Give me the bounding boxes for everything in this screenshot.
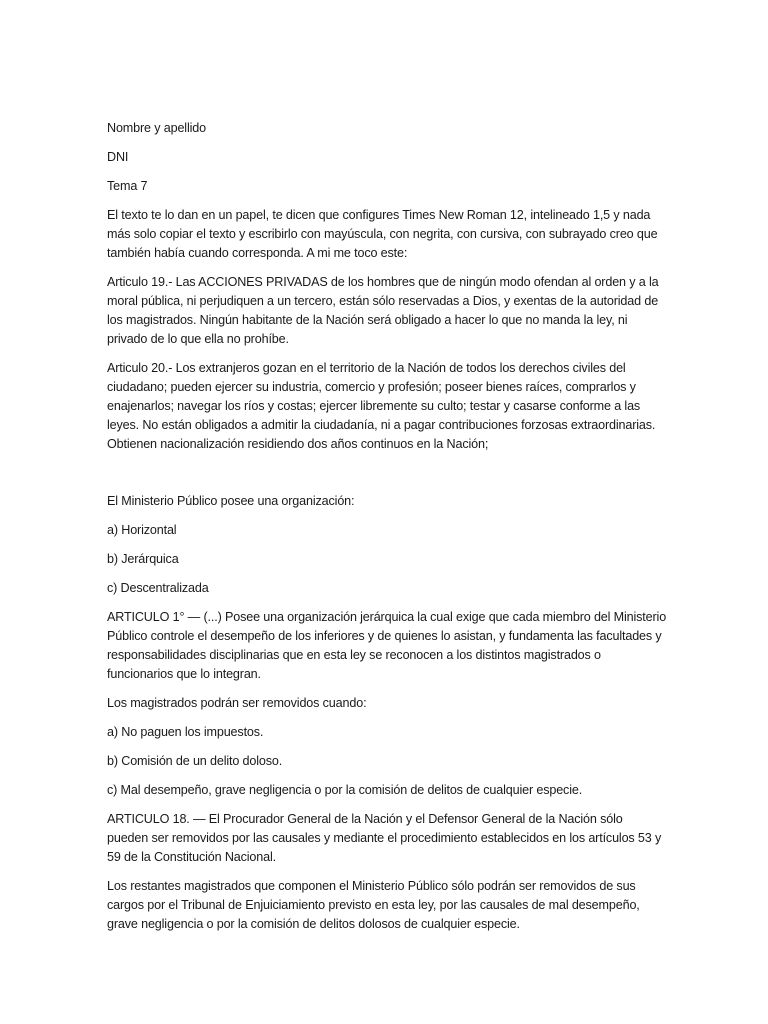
- document-body: [107, 119, 667, 944]
- question-1: El Ministerio Público posee una organización:: [107, 494, 355, 508]
- q1-option-b: b) Jerárquica: [107, 552, 179, 566]
- intro-paragraph: El texto te lo dan en un papel, te dicen que configures Times New Roman 12, intelineado 1,5 y nada más solo copiar el texto y escribirlo con mayúscula, con negrita, con cursiva, con subrayado creo que también había cuando corresponda. A mi me toco este:: [107, 208, 658, 260]
- name-label: Nombre y apellido: [107, 121, 206, 135]
- q2-option-a: a) No paguen los impuestos.: [107, 725, 264, 739]
- question-2: Los magistrados podrán ser removidos cuando:: [107, 696, 367, 710]
- article-19-paragraph: Articulo 19.- Las ACCIONES PRIVADAS de los hombres que de ningún modo ofendan al orden y a la moral pública, ni perjudiquen a un tercero, están sólo reservadas a Dios, y exentas de la autoridad de los magistrados. Ningún habitante de la Nación será obligado a hacer lo que no manda la ley, ni privado de lo que ella no prohíbe.: [107, 275, 659, 346]
- q1-option-a: a) Horizontal: [107, 523, 177, 537]
- q1-option-c: c) Descentralizada: [107, 581, 209, 595]
- topic-label: Tema 7: [107, 179, 148, 193]
- article-20-paragraph: Articulo 20.- Los extranjeros gozan en el territorio de la Nación de todos los derechos civiles del ciudadano; pueden ejercer su industria, comercio y profesión; poseer bienes raíces, comprarlos y enajenarlos; navegar los ríos y costas; ejercer libremente su culto; testar y casarse conforme a las leyes. No están obligados a admitir la ciudadanía, ni a pagar contribuciones forzosas extraordinarias. Obtienen nacionalización residiendo dos años continuos en la Nación;: [107, 361, 656, 451]
- q2-option-c: c) Mal desempeño, grave negligencia o por la comisión de delitos de cualquier especie.: [107, 783, 583, 797]
- section-spacer: [107, 464, 667, 492]
- answer-2a-paragraph: ARTICULO 18. — El Procurador General de la Nación y el Defensor General de la Nación sólo pueden ser removidos por las causales y mediante el procedimiento establecidos en los artículos 53 y 59 de la Constitución Nacional.: [107, 812, 662, 864]
- q2-option-b: b) Comisión de un delito doloso.: [107, 754, 283, 768]
- answer-2b-paragraph: Los restantes magistrados que componen el Ministerio Público sólo podrán ser removidos de sus cargos por el Tribunal de Enjuiciamiento previsto en esta ley, por las causales de mal desempeño, grave negligencia o por la comisión de delitos dolosos de cualquier especie.: [107, 879, 640, 931]
- answer-1-paragraph: ARTICULO 1° — (...) Posee una organización jerárquica la cual exige que cada miembro del Ministerio Público controle el desempeño de los inferiores y de quienes lo asistan, y fundamenta las facultades y responsabilidades disciplinarias que en esta ley se reconocen a los distintos magistrados o funcionarios que lo integran.: [107, 610, 667, 681]
- dni-label: DNI: [107, 150, 129, 164]
